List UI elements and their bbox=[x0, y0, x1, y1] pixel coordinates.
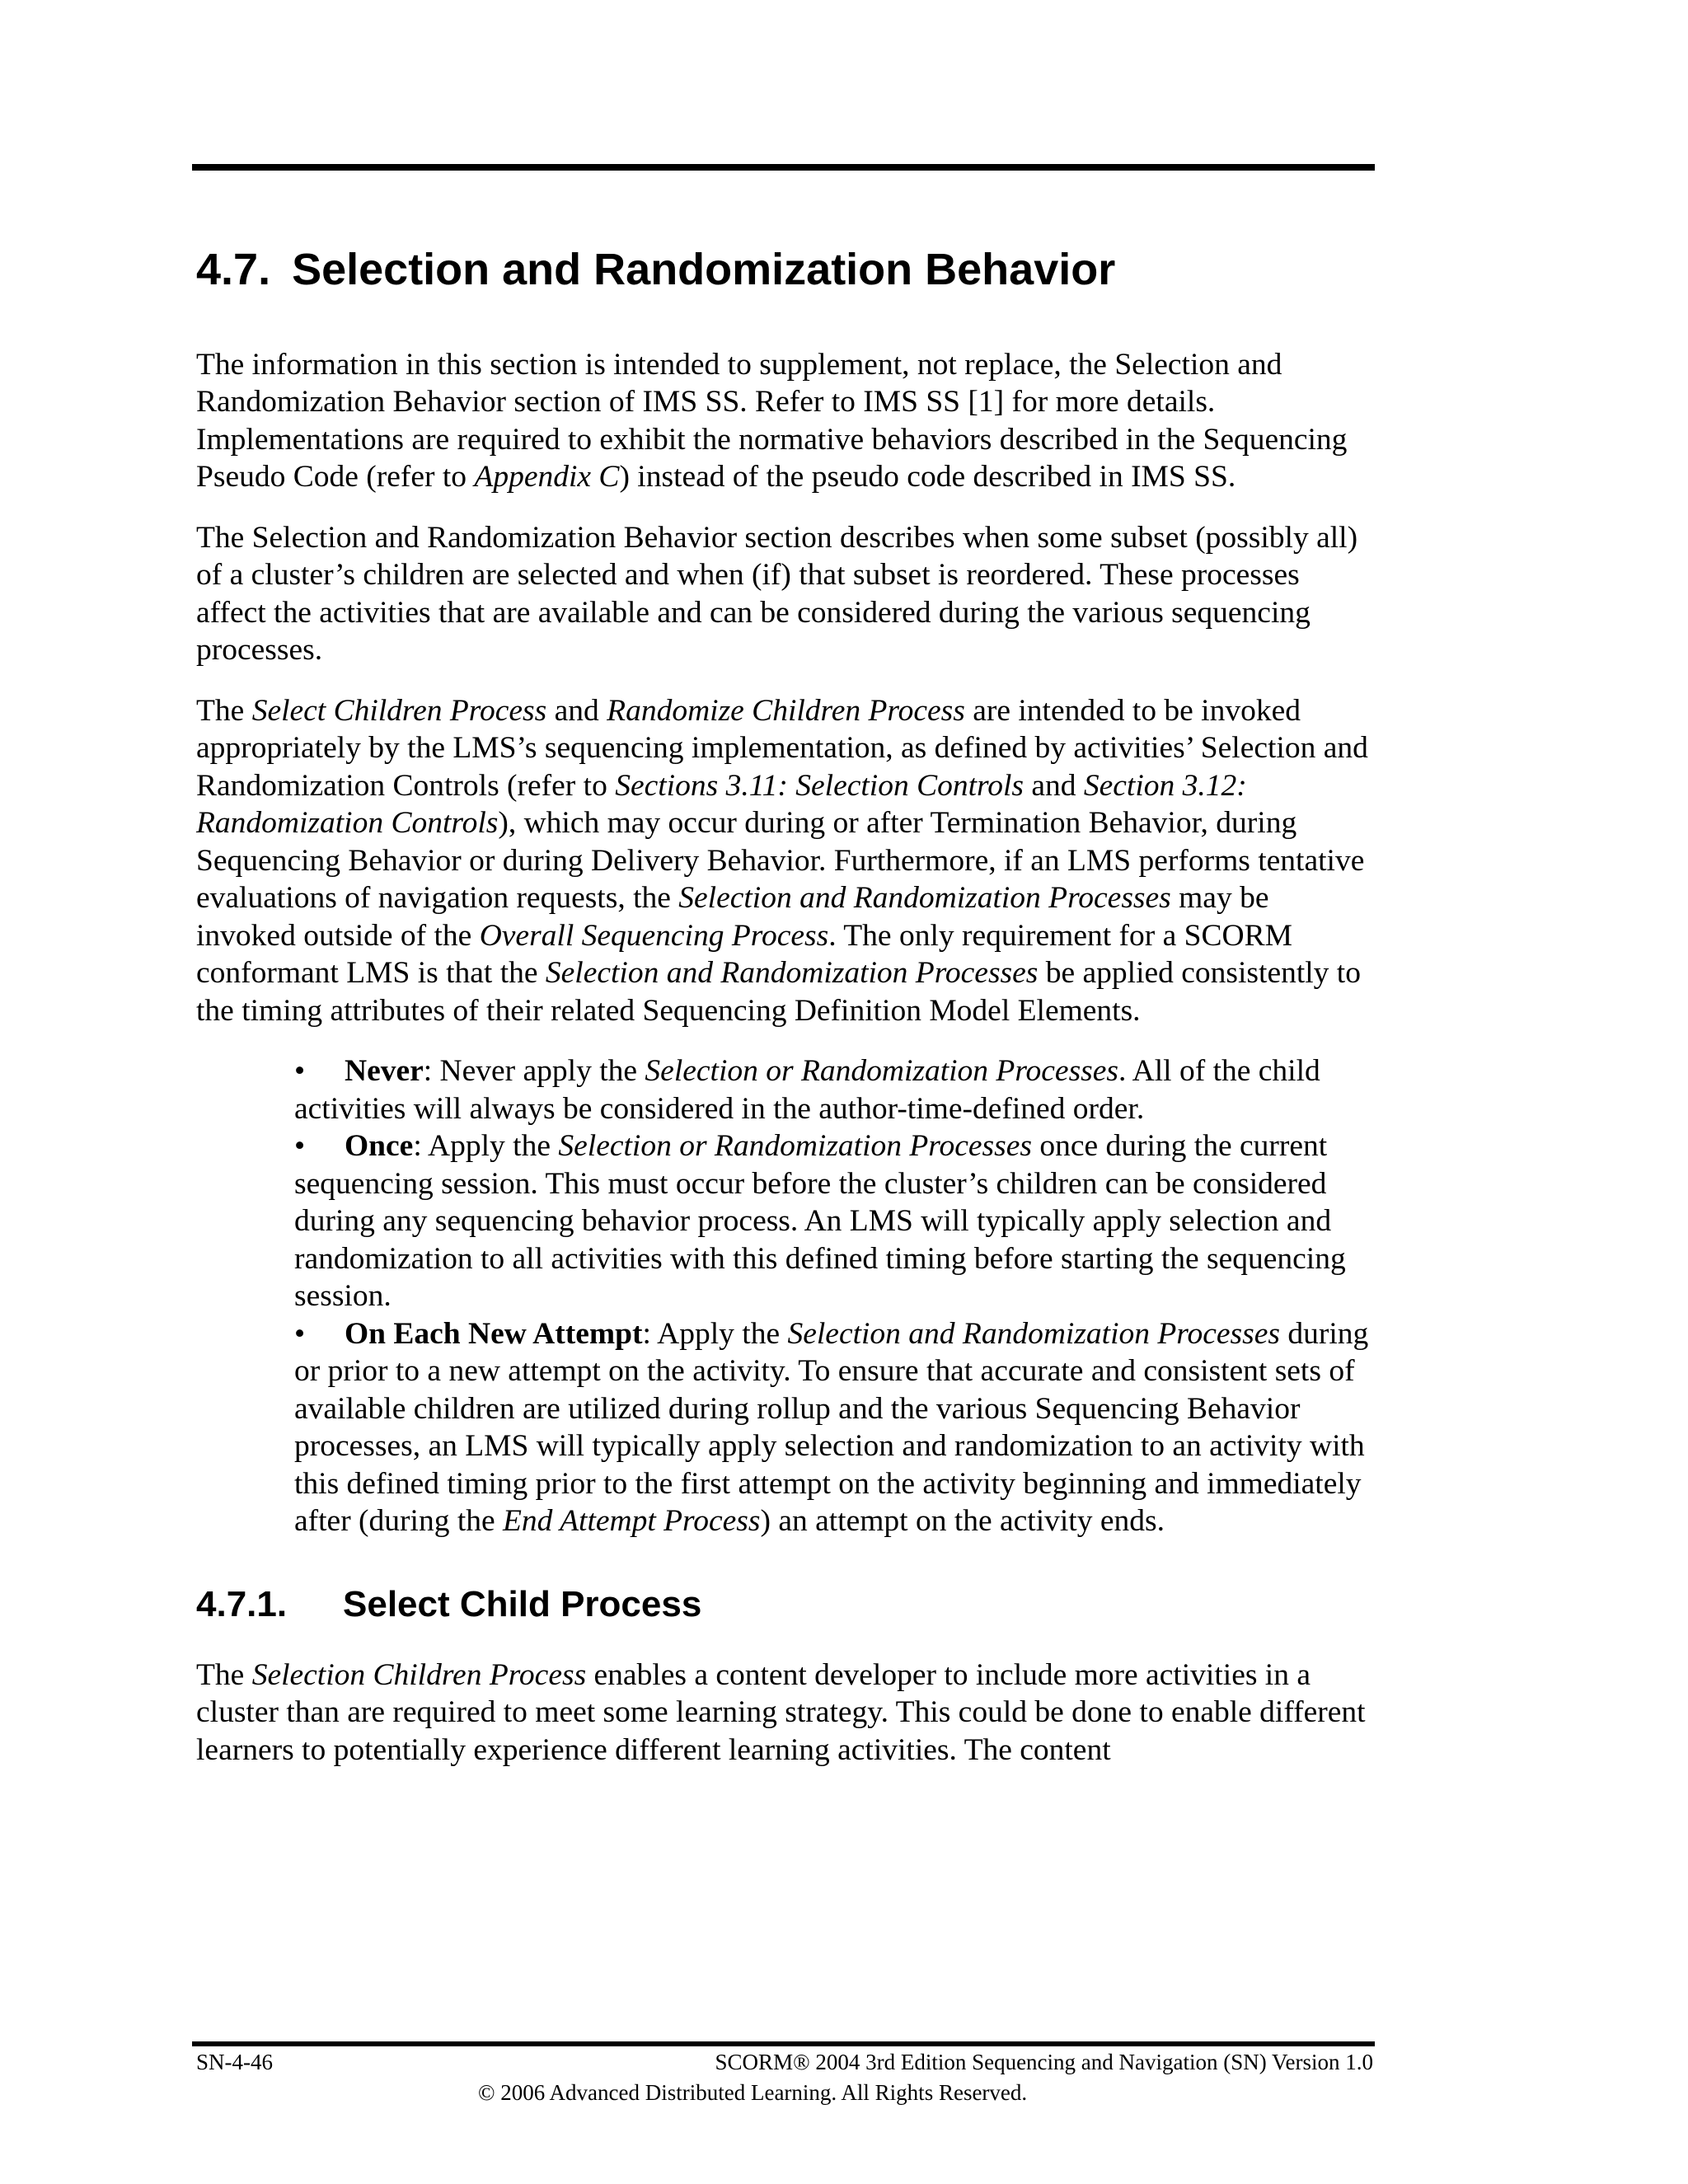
paragraph-processes bbox=[196, 692, 1375, 1030]
paragraph-select-child bbox=[196, 1657, 1375, 1769]
list-item-once bbox=[294, 1127, 1375, 1315]
text-run: : Apply the bbox=[642, 1316, 788, 1351]
list-item-never bbox=[294, 1052, 1375, 1127]
term: Once bbox=[345, 1129, 414, 1164]
term: Never bbox=[345, 1054, 424, 1089]
copyright: © 2006 Advanced Distributed Learning. All Rights Reserved. bbox=[478, 2080, 1028, 2105]
text-run: are intended to be invoked appropriately by the LMS’s sequencing implementation, as defined by activities’ Selection and Randomization Controls (refer to bbox=[196, 693, 1368, 803]
process-name: Randomize Children Process bbox=[607, 693, 965, 728]
process-name: Overall Sequencing Process bbox=[479, 918, 829, 953]
section-reference: Sections 3.11: Selection Controls bbox=[615, 768, 1024, 803]
process-name: Selection and Randomization Processes bbox=[787, 1316, 1280, 1351]
bullet-icon: • bbox=[294, 1316, 306, 1351]
process-name: Select Children Process bbox=[251, 693, 547, 728]
bullet-icon: • bbox=[294, 1054, 306, 1089]
subsection-title: Select Child Process bbox=[343, 1583, 702, 1624]
process-name: Selection and Randomization Processes bbox=[678, 881, 1171, 916]
text-run: The information in this section is intended to supplement, not replace, the Selection and Randomization Behavior section of IMS SS. Refer to IMS SS [1] for more details. Implementations are required to exhibit the normative behaviors described in the Sequencing Pseudo Code (refer to bbox=[196, 347, 1348, 494]
subsection-number: 4.7.1. bbox=[196, 1583, 288, 1624]
timing-list bbox=[196, 1052, 1375, 1540]
text-run: be applied consistently to the timing attributes of their related Sequencing Definition Model Elements. bbox=[196, 956, 1361, 1028]
text-run: . The only requirement for a SCORM conformant LMS is that the bbox=[196, 918, 1292, 991]
text-run: : Apply the bbox=[413, 1129, 559, 1164]
page-number: SN-4-46 bbox=[196, 2050, 273, 2074]
list-item-each-attempt bbox=[294, 1315, 1375, 1540]
text-run: enables a content developer to include more activities in a cluster than are required to meet some learning strategy. This could be done to enable different learners to potentially experience different learning activities. The content bbox=[196, 1657, 1366, 1767]
paragraph-overview: The Selection and Randomization Behavior section describes when some subset (possibly all) of a cluster’s children are selected and when (if) that subset is reordered. These processes affect the activities that are available and can be considered during the various sequencing processes. bbox=[196, 520, 1358, 668]
text-run: : Never apply the bbox=[423, 1054, 645, 1089]
appendix-reference: Appendix C bbox=[474, 460, 620, 494]
section-title: Selection and Randomization Behavior bbox=[292, 245, 1116, 294]
process-name: Selection or Randomization Processes bbox=[558, 1129, 1032, 1164]
text-run: ) an attempt on the activity ends. bbox=[760, 1504, 1165, 1539]
process-name: Selection Children Process bbox=[251, 1657, 587, 1692]
text-run: may be invoked outside of the bbox=[196, 881, 1269, 953]
term: On Each New Attempt bbox=[345, 1316, 643, 1351]
process-name: Selection or Randomization Processes bbox=[645, 1054, 1118, 1089]
section-heading bbox=[196, 243, 1375, 297]
footer-rule bbox=[192, 2041, 1375, 2046]
paragraph-intro bbox=[196, 346, 1375, 496]
document-title: SCORM® 2004 3rd Edition Sequencing and Navigation (SN) Version 1.0 bbox=[715, 2050, 1373, 2074]
subsection-heading bbox=[196, 1583, 1375, 1627]
section-reference: Section 3.12: Randomization Controls bbox=[196, 768, 1247, 841]
text-run: ), which may occur during or after Termination Behavior, during Sequencing Behavior or during Delivery Behavior. Furthermore, if an LMS performs tentative evaluations of navigation requests, the bbox=[196, 806, 1365, 916]
page-body bbox=[196, 243, 1375, 1792]
text-run: once during the current sequencing session. This must occur before the cluster’s children can be considered during any sequencing behavior process. An LMS will typically apply selection and randomization to all activities with this defined timing before starting the sequencing session. bbox=[294, 1129, 1346, 1314]
text-run: ) instead of the pseudo code described in IMS SS. bbox=[619, 460, 1236, 494]
process-name: Selection and Randomization Processes bbox=[545, 956, 1039, 991]
bullet-icon: • bbox=[294, 1129, 306, 1164]
text-run: The bbox=[196, 1657, 252, 1692]
process-name: End Attempt Process bbox=[503, 1504, 761, 1539]
text-run: . All of the child activities will always be considered in the author-time-defined order. bbox=[294, 1054, 1320, 1126]
text-run: during or prior to a new attempt on the activity. To ensure that accurate and consistent sets of available children are utilized during rollup and the various Sequencing Behavior processes, an LMS will typically apply selection and randomization to an activity with this defined timing prior to the first attempt on the activity beginning and immediately after (during the bbox=[294, 1316, 1369, 1539]
section-number: 4.7. bbox=[196, 245, 271, 294]
text-run: and bbox=[1023, 768, 1084, 803]
text-run: The bbox=[196, 693, 252, 728]
header-rule bbox=[192, 164, 1375, 171]
text-run: and bbox=[546, 693, 607, 728]
